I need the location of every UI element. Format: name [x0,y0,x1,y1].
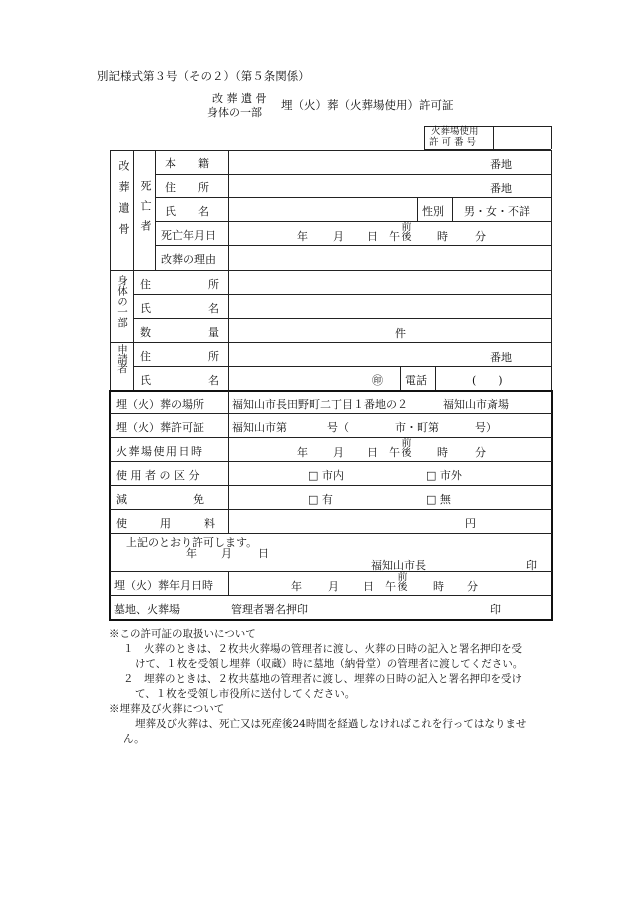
death-ampm: 前 後 [401,222,412,243]
section-shintai: 身体の一部 [116,275,128,328]
permit-box-label-1: 火葬場使用 [431,126,479,137]
place-value-2: 福知山市斎場 [443,398,509,411]
notes-item-1b: けて、１枚を受領し埋葬（収蔵）時に墓地（納骨堂）の管理者に渡してください。 [135,658,524,670]
title-left-bottom: 身体の一部 [207,106,262,119]
body-count-label-a: 数 [140,326,151,339]
usage-date-label: 火葬場使用日時 [116,445,204,458]
usage-month: 月 [333,446,344,459]
sex-value: 男・女・不詳 [464,205,530,218]
notes-item-2b: て、１枚を受領し市役所に送付してください。 [135,688,356,700]
usage-minute: 分 [475,446,486,459]
mayor-seal: 印 [526,559,537,572]
death-year: 年 [297,230,308,243]
approval-month: 月 [221,547,232,560]
burial-hour: 時 [433,580,444,593]
body-count-unit: 件 [395,327,406,340]
seal-mark: ㊞ [372,374,383,387]
fee-unit: 円 [465,517,476,530]
permit-label: 埋（火）葬許可証 [116,421,204,434]
form-number: 別記様式第３号（その２）（第５条関係） [97,69,310,83]
usage-day: 日 [367,446,378,459]
user-class-opt-1[interactable]: □ 市内 [308,469,344,482]
burial-day: 日 [363,580,374,593]
permit-prefix: 福知山市第 [232,421,287,434]
honseki-suffix: 番地 [490,158,512,171]
app-name-label-b: 名 [208,374,219,387]
approval-text: 上記のとおり許可します。 [126,536,258,549]
body-address-label-b: 所 [208,278,219,291]
section-kaisou: 改葬遺骨 [117,160,130,244]
tel-value: ( ) [472,374,503,387]
permit-go2: 号） [475,421,497,434]
fee-label: 使 用 料 [116,517,215,530]
notes-body-a: 埋葬及び火葬は、死亡又は死産後24時間を経過しなければこれを行ってはなりませ [135,718,527,730]
section-shibou: 死亡者 [139,180,152,240]
permit-city: 市・町第 [395,421,439,434]
usage-year: 年 [297,446,308,459]
cemetery-seal: 印 [490,603,501,616]
jusho-suffix: 番地 [490,182,512,195]
shimei-label: 氏 名 [165,205,209,218]
exemption-label: 減 免 [116,493,204,506]
notes-heading-1: ※この許可証の取扱いについて [109,628,256,640]
body-name-label-a: 氏 [140,302,151,315]
title-left-top: 改 葬 遺 骨 [212,92,267,105]
kaisou-reason-label: 改葬の理由 [161,253,216,266]
app-address-suffix: 番地 [490,351,512,364]
notes-heading-2: ※埋葬及び火葬について [109,703,225,715]
burial-noon: 午 [385,580,396,593]
death-hour: 時 [437,230,448,243]
tel-label: 電話 [405,374,427,387]
mayor-label: 福知山市長 [371,559,426,572]
permit-go: 号（ [327,421,349,434]
place-label: 埋（火）葬の場所 [116,398,204,411]
burial-minute: 分 [467,580,478,593]
death-date-label: 死亡年月日 [161,229,216,242]
user-class-label: 使 用 者 の 区 分 [116,469,200,482]
approval-year: 年 [186,547,197,560]
usage-hour: 時 [437,446,448,459]
death-day: 日 [367,230,378,243]
place-value-1: 福知山市長田野町二丁目１番地の２ [232,398,408,411]
section-shinseisha: 申請者 [116,344,128,373]
burial-date-label: 埋（火）葬年月日時 [114,579,213,592]
exemption-opt-2[interactable]: □ 無 [426,493,451,506]
cemetery-manager: 管理者署名押印 [231,603,308,616]
app-address-label-a: 住 [140,350,151,363]
approval-day: 日 [258,547,269,560]
burial-ampm: 前 後 [397,572,408,593]
death-noon: 午 [389,230,400,243]
death-month: 月 [333,230,344,243]
user-class-opt-2[interactable]: □ 市外 [426,469,462,482]
burial-year: 年 [291,580,302,593]
app-address-label-b: 所 [208,350,219,363]
honseki-label: 本 籍 [165,157,209,170]
notes-body-b: ん。 [123,733,145,745]
burial-month: 月 [328,580,339,593]
notes-item-2a: ２ 埋葬のときは、２枚共墓地の管理者に渡し、埋葬の日時の記入と署名押印を受け [123,673,522,685]
body-count-label-b: 量 [208,326,219,339]
usage-ampm: 前 後 [401,438,412,459]
usage-noon: 午 [389,446,400,459]
page-title: 埋（火）葬（火葬場使用）許可証 [281,98,454,112]
body-address-label-a: 住 [140,278,151,291]
jusho-label: 住 所 [165,181,209,194]
sex-label: 性別 [422,205,444,218]
app-name-label-a: 氏 [140,374,151,387]
cemetery-label: 墓地、火葬場 [114,603,180,616]
exemption-opt-1[interactable]: □ 有 [308,493,333,506]
permit-box-label-2: 許 可 番 号 [429,137,477,148]
body-name-label-b: 名 [208,302,219,315]
death-minute: 分 [475,230,486,243]
notes-item-1a: １ 火葬のときは、２枚共火葬場の管理者に渡し、火葬の日時の記入と署名押印を受 [123,643,522,655]
